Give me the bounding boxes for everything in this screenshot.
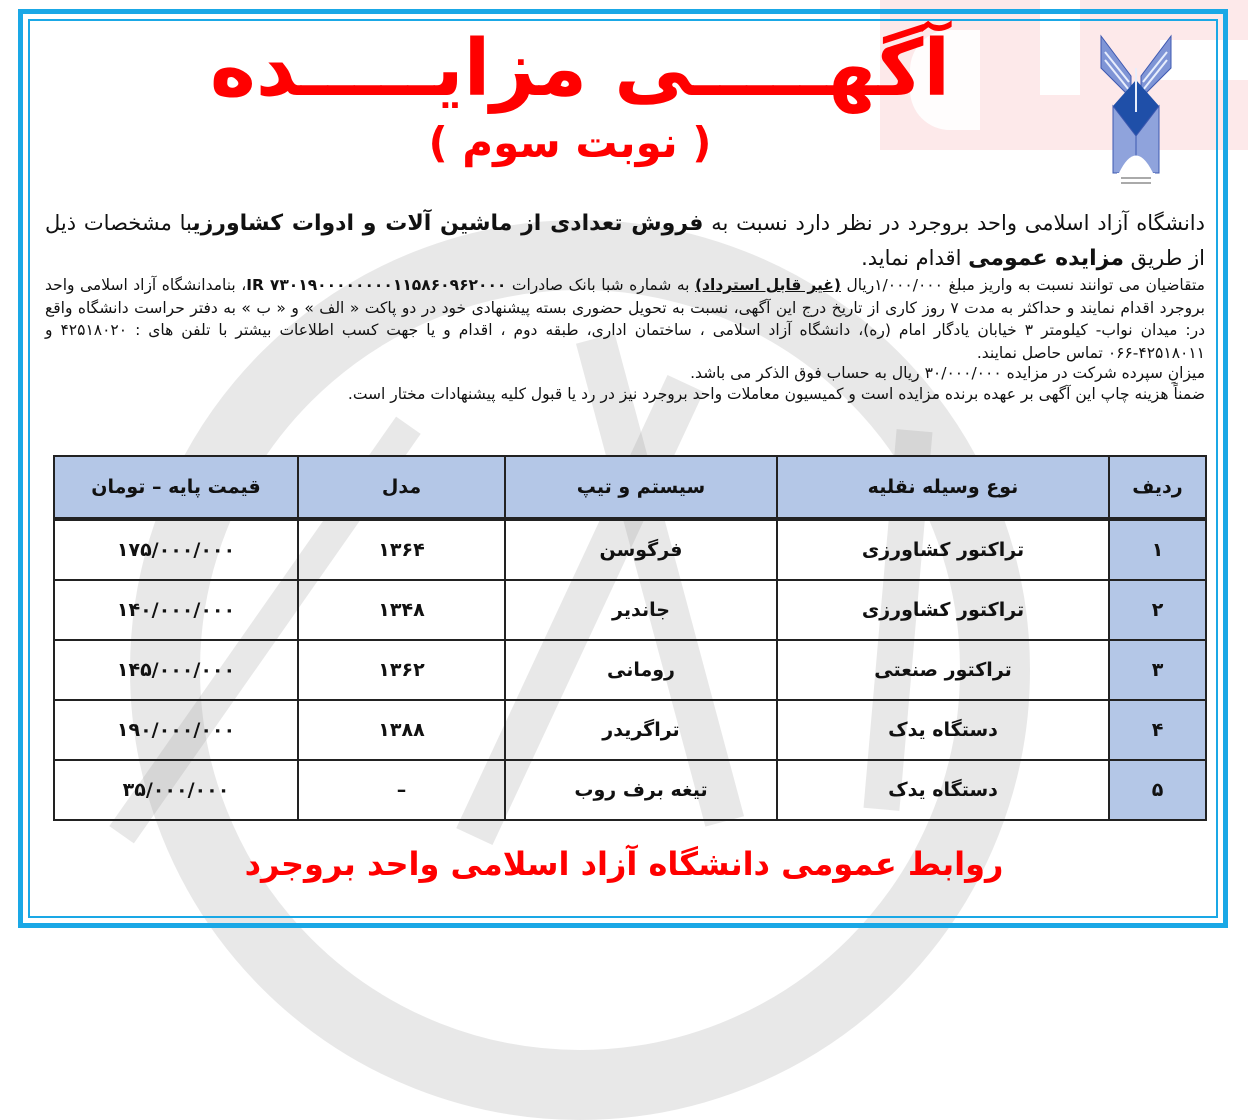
page-title: آگهـــــی مزایـــــده bbox=[209, 24, 951, 114]
col-header-model: مدل bbox=[298, 456, 505, 519]
base-price: ۱۷۵/۰۰۰/۰۰۰ bbox=[54, 519, 298, 580]
row-index: ۳ bbox=[1109, 640, 1206, 700]
model-year: ۱۳۴۸ bbox=[298, 580, 505, 640]
table-row bbox=[54, 700, 1206, 760]
model-year: ۱۳۶۴ bbox=[298, 519, 505, 580]
vehicle-type: تراکتور کشاورزی bbox=[777, 519, 1109, 580]
intro-highlight-auction: مزایده عمومی bbox=[968, 246, 1124, 271]
base-price: ۳۵/۰۰۰/۰۰۰ bbox=[54, 760, 298, 820]
system-type: تیغه برف روب bbox=[505, 760, 777, 820]
row-index: ۲ bbox=[1109, 580, 1206, 640]
system-type: فرگوسن bbox=[505, 519, 777, 580]
table-row bbox=[54, 519, 1206, 580]
vehicle-type: تراکتور کشاورزی bbox=[777, 580, 1109, 640]
items-table bbox=[53, 455, 1207, 821]
col-header-vehicle-type: نوع وسیله نقلیه bbox=[777, 456, 1109, 519]
university-logo-icon bbox=[1097, 28, 1175, 193]
table-row bbox=[54, 580, 1206, 640]
notice-body bbox=[45, 206, 1205, 405]
vehicle-type: دستگاه یدک bbox=[777, 700, 1109, 760]
base-price: ۱۹۰/۰۰۰/۰۰۰ bbox=[54, 700, 298, 760]
vehicle-type: تراکتور صنعتی bbox=[777, 640, 1109, 700]
intro-paragraph: دانشگاه آزاد اسلامی واحد بروجرد در نظر دارد نسبت به فروش تعدادی از ماشین آلات و ادوات کشاورزیبا مشخصات ذیل از طریق مزایده عمومی اقدام نماید. bbox=[45, 211, 1205, 271]
model-year: – bbox=[298, 760, 505, 820]
col-header-system: سیستم و تیپ bbox=[505, 456, 777, 519]
col-header-base-price: قیمت پایه – تومان bbox=[54, 456, 298, 519]
non-refundable-note: (غیر قابل استرداد) bbox=[694, 276, 841, 294]
system-type: جاندیر bbox=[505, 580, 777, 640]
table-row bbox=[54, 640, 1206, 700]
deposit-note: میزانِ سپرده شرکت در مزایده ۳۰/۰۰۰/۰۰۰ ریال به حساب فوق الذکر می باشد. bbox=[690, 364, 1205, 382]
row-index: ۱ bbox=[1109, 519, 1206, 580]
details-paragraph: متقاضیان می توانند نسبت به واریز مبلغ ۱/۰۰۰/۰۰۰ریال (غیر قابل استرداد) به شماره شبا بانک صادرات IR ۷۳۰۱۹۰۰۰۰۰۰۰۰۱۱۵۸۶۰۹۶۲۰۰۰، بنامدانشگاه آزاد اسلامی واحد بروجرد اقدام نمایند و حداکثر به مدت ۷ روز کاری از تاریخ درج این آگهی، نسبت به تحویل حضوری بسته پیشنهادی خود در دو پاکت « الف » و « ب » به دفتر حراست دانشگاه واقع در: میدان نواب- کیلومتر ۳ خیابان یادگار امام (ره)، دانشگاه آزاد اسلامی ، ساختمان اداری، طبقه دوم ، اقدام و یا جهت کسب اطلاعات بیشتر با تلفن های : ۴۲۵۱۸۰۲۰ و ۴۲۵۱۸۰۱۱-۰۶۶ تماس حاصل نمایند. bbox=[45, 276, 1205, 362]
model-year: ۱۳۸۸ bbox=[298, 700, 505, 760]
cost-note: ضمناً هزینه چاپ این آگهی بر عهده برنده مزایده است و کمیسیون معاملات واحد بروجرد نیز در رد یا قبول کلیه پیشنهادات مختار است. bbox=[347, 384, 1205, 403]
system-type: رومانی bbox=[505, 640, 777, 700]
col-header-index: ردیف bbox=[1109, 456, 1206, 519]
system-type: تراگریدر bbox=[505, 700, 777, 760]
table-row bbox=[54, 760, 1206, 820]
table-header-row bbox=[54, 456, 1206, 519]
model-year: ۱۳۶۲ bbox=[298, 640, 505, 700]
base-price: ۱۴۵/۰۰۰/۰۰۰ bbox=[54, 640, 298, 700]
intro-highlight-sale: فروش تعدادی از ماشین آلات و ادوات کشاورزی bbox=[192, 211, 704, 236]
base-price: ۱۴۰/۰۰۰/۰۰۰ bbox=[54, 580, 298, 640]
row-index: ۵ bbox=[1109, 760, 1206, 820]
sheba-number: IR ۷۳۰۱۹۰۰۰۰۰۰۰۰۱۱۵۸۶۰۹۶۲۰۰۰ bbox=[246, 276, 507, 294]
vehicle-type: دستگاه یدک bbox=[777, 760, 1109, 820]
row-index: ۴ bbox=[1109, 700, 1206, 760]
page-subtitle: ( نوبت سوم ) bbox=[428, 118, 712, 167]
footer-signature: روابط عمومی دانشگاه آزاد اسلامی واحد بروجرد bbox=[244, 845, 1004, 883]
